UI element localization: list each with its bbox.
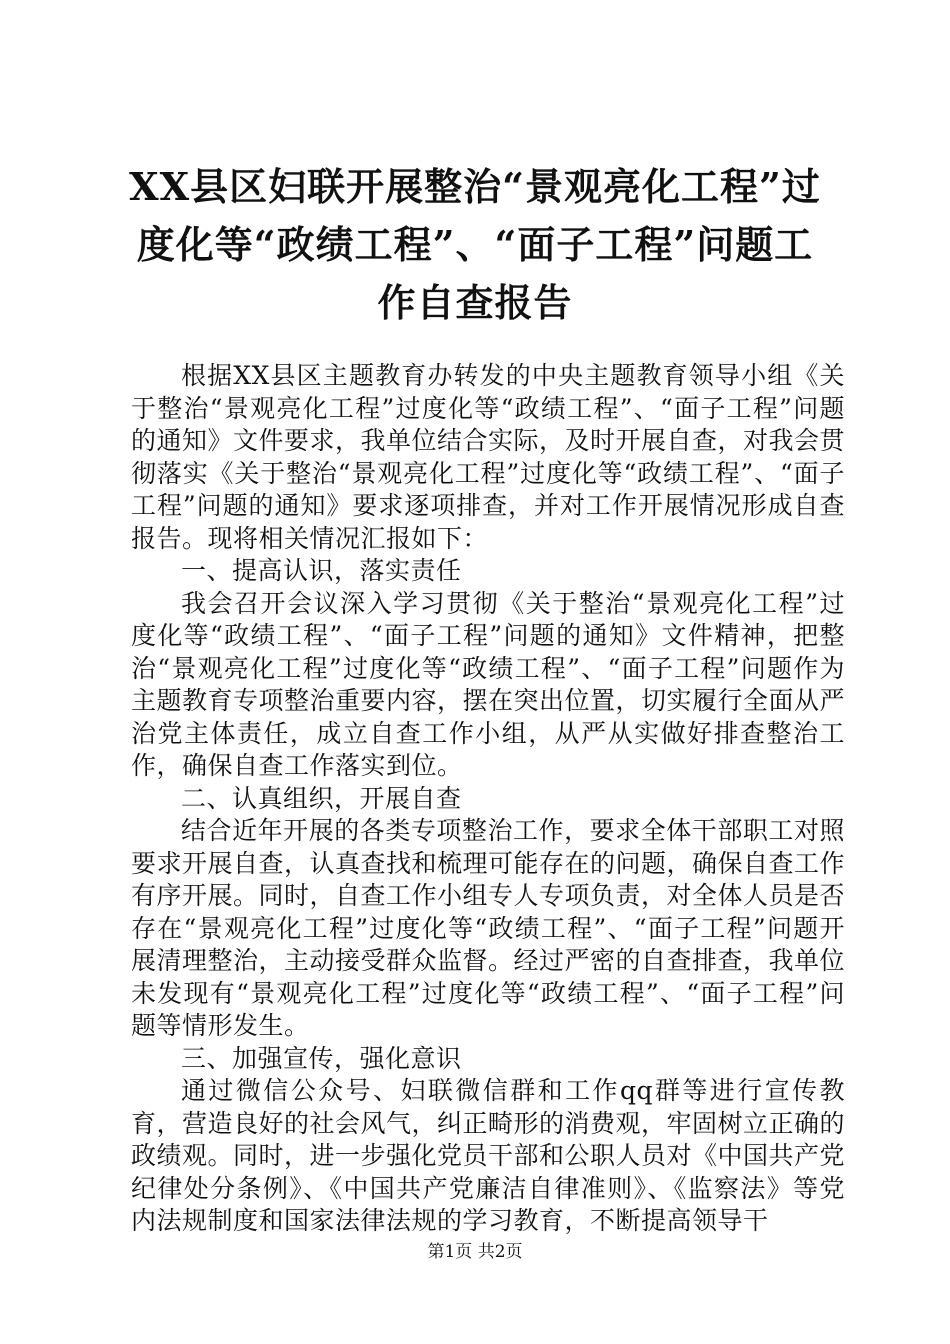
section-3-heading: 三、加强宣传，强化意识 — [181, 1043, 462, 1073]
document-body — [131, 360, 845, 1238]
section-2-paragraph: 结合近年开展的各类专项整治工作，要求全体干部职工对照要求开展自查，认真查找和梳理可能存在的问题，确保自查工作有序开展。同时，自查工作小组专人专项负责，对全体人员是否存在“景观亮化工程”过度化等“政绩工程”、“面子工程”问题开展清理整治，主动接受群众监督。经过严密的自查排查，我单位未发现有“景观亮化工程”过度化等“政绩工程”、“面子工程”问题等情形发生。 — [131, 816, 846, 1040]
section-1-paragraph: 我会召开会议深入学习贯彻《关于整治“景观亮化工程”过度化等“政绩工程”、“面子工程”问题的通知》文件精神，把整治“景观亮化工程”过度化等“政绩工程”、“面子工程”问题作为主题教育专项整治重要内容，摆在突出位置，切实履行全面从严治党主体责任，成立自查工作小组，从严从实做好排查整治工作，确保自查工作落实到位。 — [131, 588, 846, 780]
section-1-heading: 一、提高认识，落实责任 — [181, 556, 462, 585]
document-title: XX县区妇联开展整治“景观亮化工程”过度化等“政绩工程”、“面子工程”问题工作自查报告 — [129, 164, 821, 325]
section-3-paragraph: 通过微信公众号、妇联微信群和工作qq群等进行宣传教育，营造良好的社会风气，纠正畸形的消费观，牢固树立正确的政绩观。同时，进一步强化党员干部和公职人员对《中国共产党纪律处分条例》、《中国共产党廉洁自律准则》、《监察法》等党内法规制度和国家法律法规的学习教育，不断提高领导干 — [131, 1076, 846, 1235]
intro-paragraph: 根据XX县区主题教育办转发的中央主题教育领导小组《关于整治“景观亮化工程”过度化等“政绩工程”、“面子工程”问题的通知》文件要求，我单位结合实际，及时开展自查，对我会贯彻落实《关于整治“景观亮化工程”过度化等“政绩工程”、“面子工程”问题的通知》要求逐项排查，并对工作开展情况形成自查报告。现将相关情况汇报如下： — [131, 361, 846, 553]
section-2-heading: 二、认真组织，开展自查 — [181, 783, 462, 813]
page-footer: 第1页 共2页 — [427, 1242, 523, 1262]
